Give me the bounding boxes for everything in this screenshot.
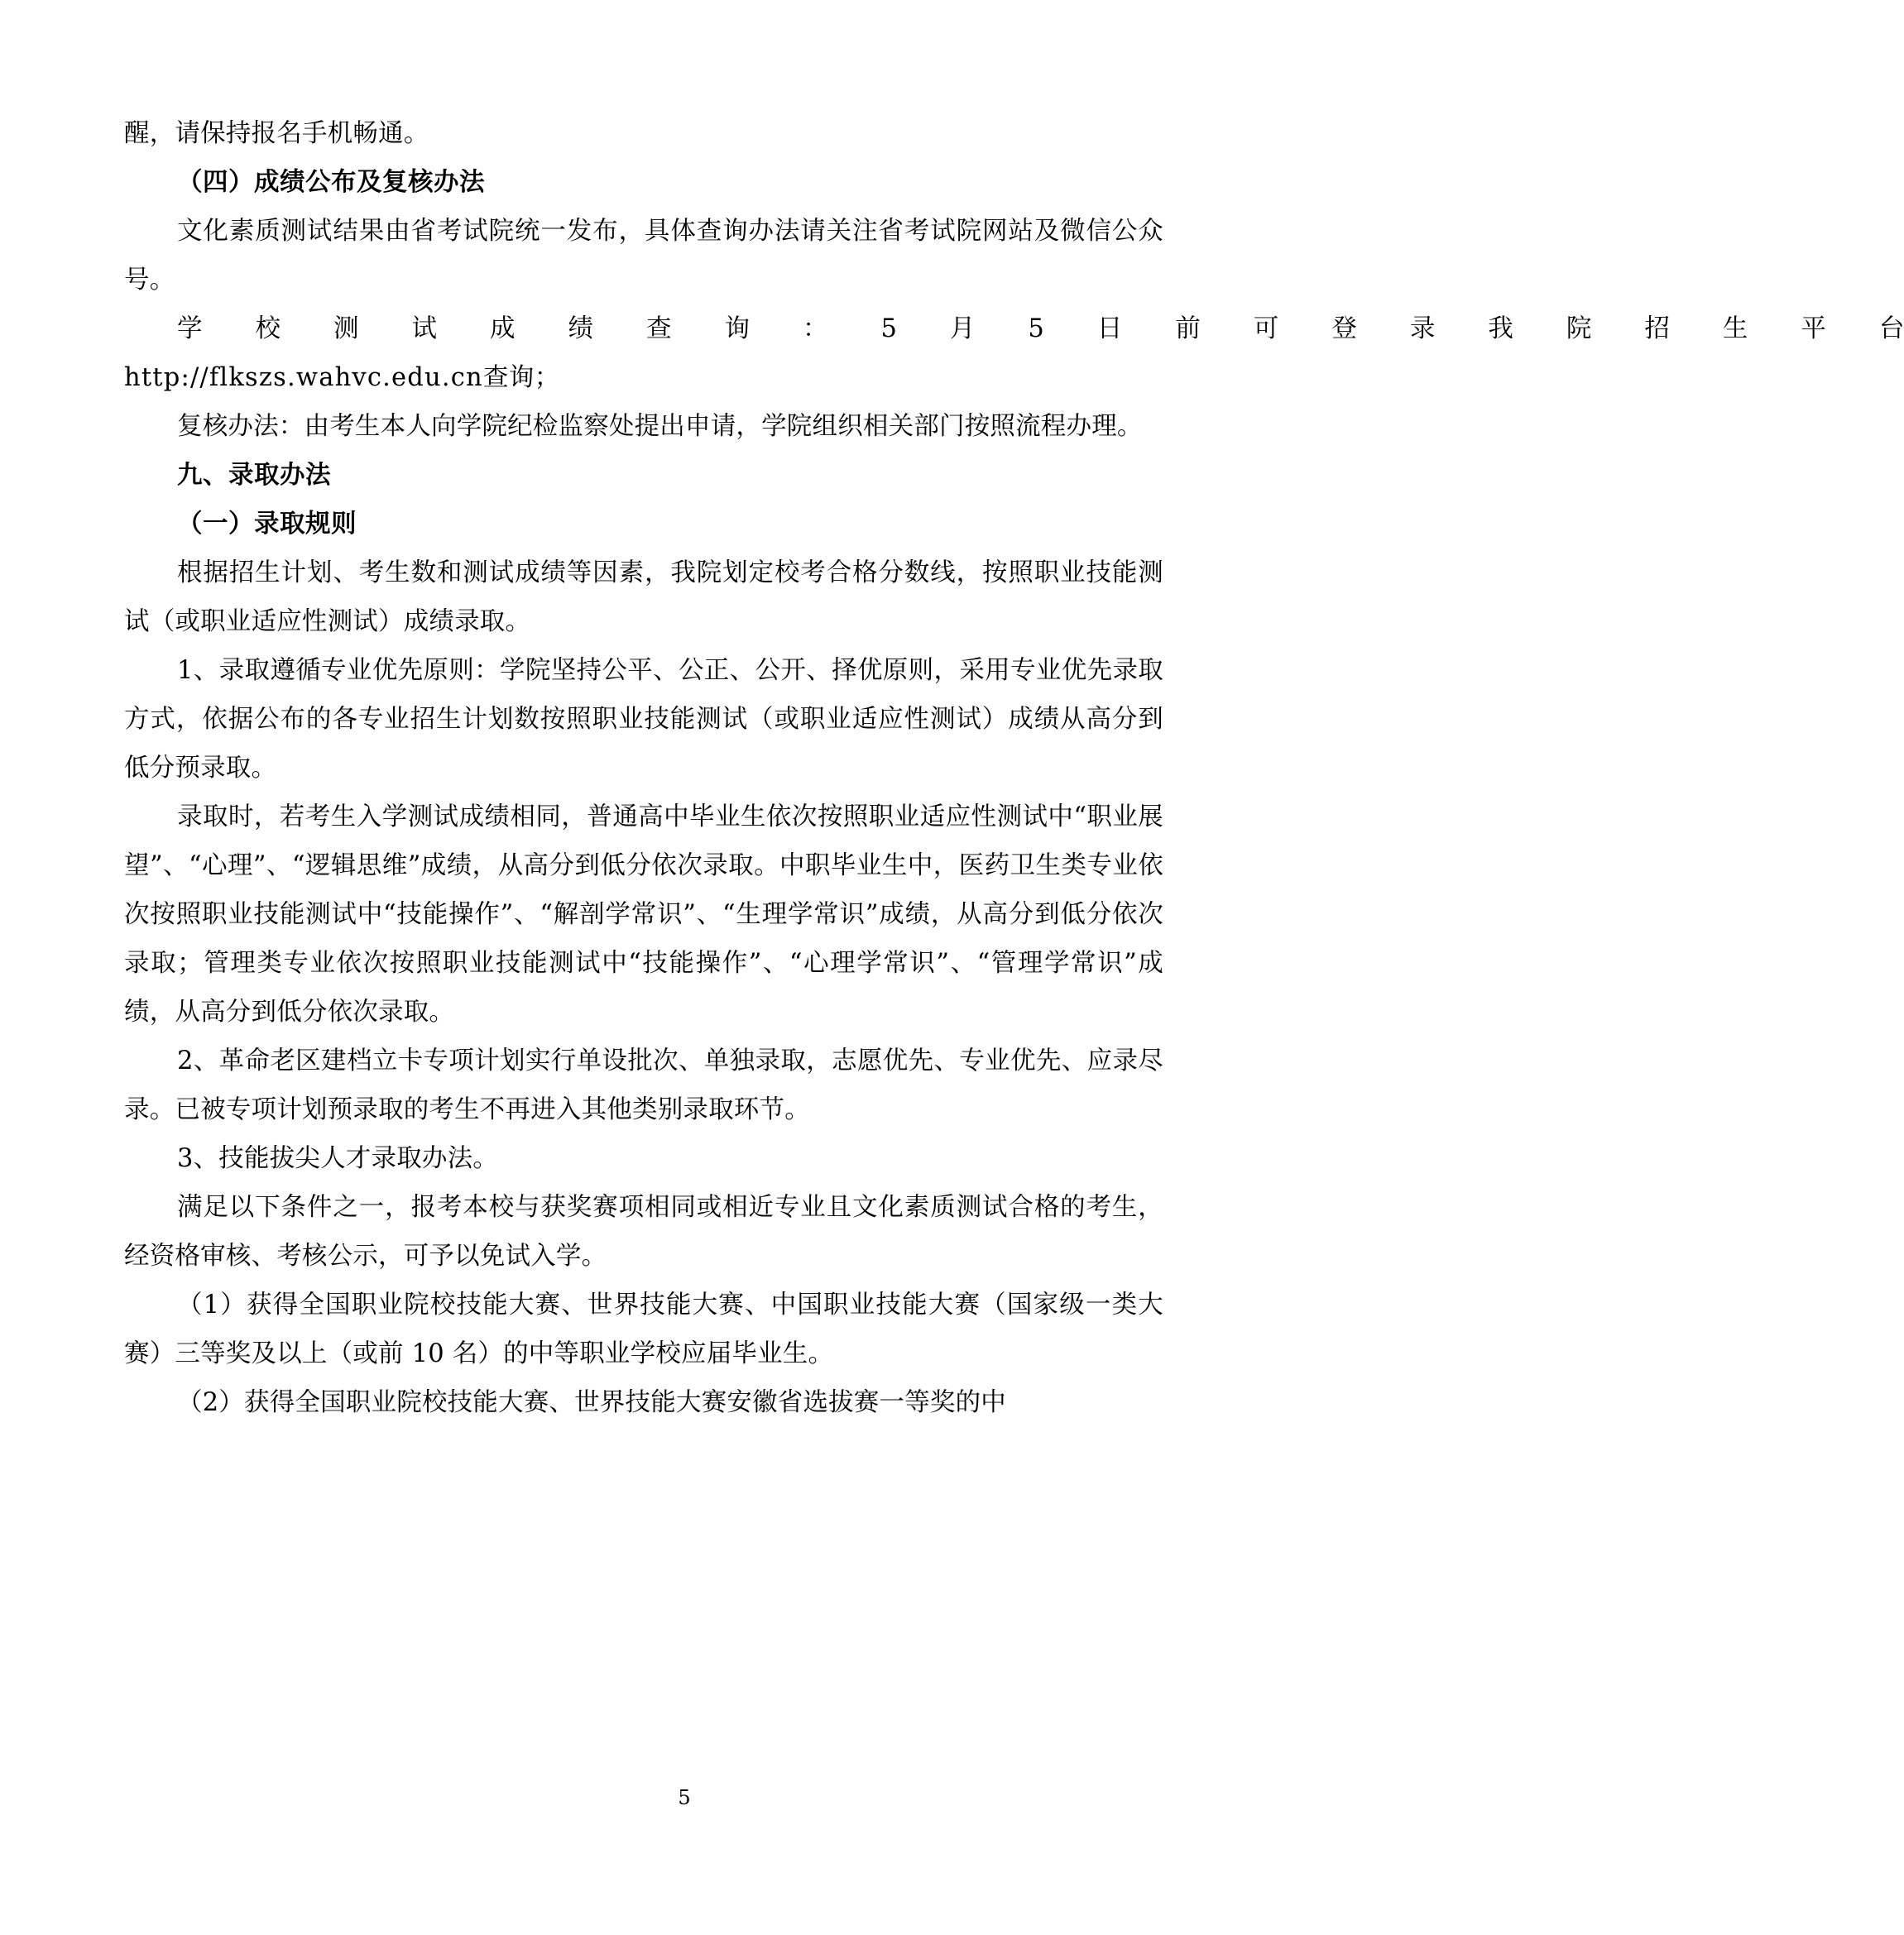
query-char-8: ： xyxy=(803,314,828,343)
query-char-2: 测 xyxy=(333,314,359,343)
page-content xyxy=(124,109,1904,1427)
paragraph-admission-basis: 根据招生计划、考生数和测试成绩等因素，我院划定校考合格分数线，按照职业技能测试（或职业适应性测试）成绩录取。 xyxy=(124,558,1163,636)
query-char-5: 绩 xyxy=(568,314,593,343)
query-char-20: 生 xyxy=(1722,314,1748,343)
query-char-0: 学 xyxy=(177,314,203,343)
query-char-1: 校 xyxy=(255,314,281,343)
query-char-15: 登 xyxy=(1331,314,1357,343)
query-char-7: 询 xyxy=(724,314,750,343)
query-char-12: 日 xyxy=(1096,314,1123,343)
paragraph-school-score-query xyxy=(124,304,1904,353)
query-char-3: 试 xyxy=(411,314,437,343)
query-char-21: 平 xyxy=(1801,314,1826,343)
paragraph-rule-1-major-priority: 1、录取遵循专业优先原则：学院坚持公平、公正、公开、择优原则，采用专业优先录取方式，依据公布的各专业招生计划数按照职业技能测试（或职业适应性测试）成绩从高分到低分预录取。 xyxy=(124,656,1163,783)
query-char-16: 录 xyxy=(1409,314,1436,343)
query-char-19: 招 xyxy=(1644,314,1670,343)
query-char-4: 成 xyxy=(490,314,516,343)
paragraph-condition-1: （1）获得全国职业院校技能大赛、世界技能大赛、中国职业技能大赛（国家级一类大赛）三等奖及以上（或前 10 名）的中等职业学校应届毕业生。 xyxy=(124,1291,1163,1368)
paragraph-condition-2: （2）获得全国职业院校技能大赛、世界技能大赛安徽省选拔赛一等奖的中 xyxy=(177,1388,1007,1417)
paragraph-rule-3-skilled-talent: 3、技能拔尖人才录取办法。 xyxy=(177,1144,499,1173)
paragraph-admission-platform-url xyxy=(124,353,1163,402)
admission-platform-url[interactable]: http://flkszs.wahvc.edu.cn xyxy=(124,363,483,392)
paragraph-exemption-conditions: 满足以下条件之一，报考本校与获奖赛项相同或相近专业且文化素质测试合格的考生，经资格审核、考核公示，可予以免试入学。 xyxy=(124,1193,1163,1271)
query-char-10: 月 xyxy=(949,314,976,343)
paragraph-tiebreak-rules: 录取时，若考生入学测试成绩相同，普通高中毕业生依次按照职业适应性测试中“职业展望”、“心理”、“逻辑思维”成绩，从高分到低分依次录取。中职毕业生中，医药卫生类专业依次按照职业技能测试中“技能操作”、“解剖学常识”、“生理学常识”成绩，从高分到低分依次录取；管理类专业依次按照职业技能测试中“技能操作”、“心理学常识”、“管理学常识”成绩，从高分到低分依次录取。 xyxy=(124,802,1163,1027)
heading-score-publication: （四）成绩公布及复核办法 xyxy=(177,167,485,197)
heading-admission-rules: （一）录取规则 xyxy=(177,509,357,539)
query-char-17: 我 xyxy=(1488,314,1513,343)
query-char-14: 可 xyxy=(1253,314,1279,343)
page-number: 5 xyxy=(678,1786,691,1809)
query-char-9: 5 xyxy=(880,314,897,343)
query-char-11: 5 xyxy=(1028,314,1044,343)
heading-admission-methods: 九、录取办法 xyxy=(177,460,331,490)
query-char-18: 院 xyxy=(1566,314,1592,343)
query-char-13: 前 xyxy=(1175,314,1201,343)
query-char-22: 台 xyxy=(1878,314,1904,343)
paragraph-continuation: 醒，请保持报名手机畅通。 xyxy=(124,119,429,148)
query-char-6: 查 xyxy=(646,314,672,343)
paragraph-review-method: 复核办法：由考生本人向学院纪检监察处提出申请，学院组织相关部门按照流程办理。 xyxy=(177,412,1143,441)
url-suffix-text: 查询； xyxy=(482,363,560,392)
paragraph-rule-2-special-plan: 2、革命老区建档立卡专项计划实行单设批次、单独录取，志愿优先、专业优先、应录尽录。已被专项计划预录取的考生不再进入其他类别录取环节。 xyxy=(124,1047,1163,1124)
paragraph-score-release: 文化素质测试结果由省考试院统一发布，具体查询办法请关注省考试院网站及微信公众号。 xyxy=(124,217,1163,295)
spread-line xyxy=(124,304,1904,353)
